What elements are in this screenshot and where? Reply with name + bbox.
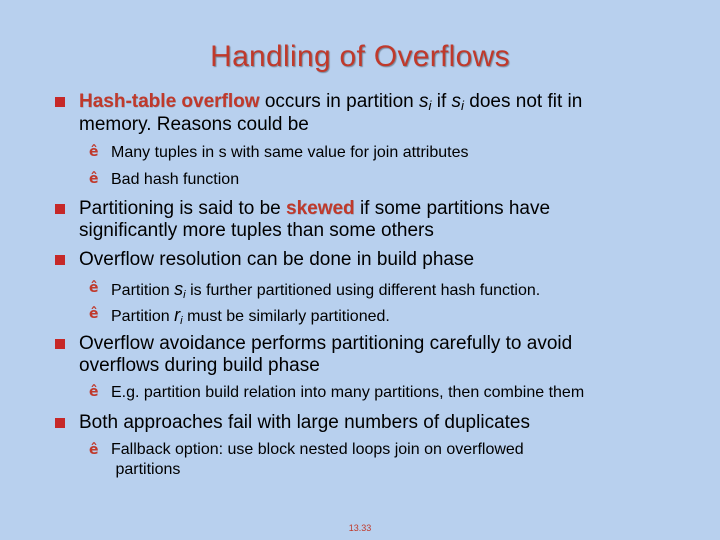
text: Partition: [111, 282, 175, 299]
subscript: i: [461, 98, 465, 113]
bullet-marker: [55, 97, 65, 107]
text: Partitioning is said to be: [79, 198, 287, 219]
sub-bullet-marker: ê: [89, 280, 99, 296]
bullet-overflow-resolution: Overflow resolution can be done in build phase: [79, 249, 475, 270]
sub-bullet-bad-hash: Bad hash function: [111, 171, 240, 188]
variable: s: [174, 279, 184, 299]
bullet-continuation: overflows during build phase: [79, 355, 320, 376]
text: if some partitions have: [354, 198, 551, 219]
text: occurs in partition: [259, 91, 420, 112]
text: does not fit in: [464, 91, 583, 112]
bullet-continuation: significantly more tuples than some others: [79, 220, 434, 241]
subscript: i: [180, 315, 183, 327]
sub-bullet-marker: ê: [89, 384, 99, 400]
sub-bullet-example: E.g. partition build relation into many partitions, then combine them: [111, 384, 585, 401]
bullet-marker: [55, 418, 65, 428]
text: must be similarly partitioned.: [182, 308, 390, 325]
bullet-continuation: memory. Reasons could be: [79, 114, 309, 135]
slide-title: Handling of Overflows: [210, 40, 510, 73]
page-number: 13.33: [348, 523, 372, 533]
bullet-marker: [55, 255, 65, 265]
sub-bullet-continuation: partitions: [111, 461, 181, 478]
text: Partition: [111, 308, 175, 325]
bullet-both-approaches: Both approaches fail with large numbers of duplicates: [79, 412, 530, 433]
bullet-skewed: [79, 198, 550, 220]
subscript: i: [183, 289, 186, 301]
bullet-marker: [55, 204, 65, 214]
sub-bullet-many-tuples: Many tuples in s with same value for join attributes: [111, 144, 469, 161]
subscript: i: [428, 98, 432, 113]
variable: s: [451, 91, 462, 112]
highlight-term: Hash-table overflow: [79, 91, 260, 112]
sub-bullet-partition-s: [111, 279, 540, 301]
text: is further partitioned using different hash function.: [185, 282, 541, 299]
bullet-hash-table-overflow: [79, 91, 582, 113]
text: if: [431, 91, 452, 112]
bullet-marker: [55, 339, 65, 349]
bullet-overflow-avoidance: Overflow avoidance performs partitioning carefully to avoid: [79, 333, 573, 354]
sub-bullet-marker: ê: [89, 171, 99, 187]
variable: r: [174, 305, 181, 325]
variable: s: [419, 91, 429, 112]
highlight-term: skewed: [286, 198, 355, 219]
sub-bullet-partition-r: [111, 305, 390, 327]
sub-bullet-fallback: Fallback option: use block nested loops join on overflowed: [111, 441, 524, 458]
sub-bullet-marker: ê: [89, 442, 99, 458]
sub-bullet-marker: ê: [89, 306, 99, 322]
sub-bullet-marker: ê: [89, 144, 99, 160]
